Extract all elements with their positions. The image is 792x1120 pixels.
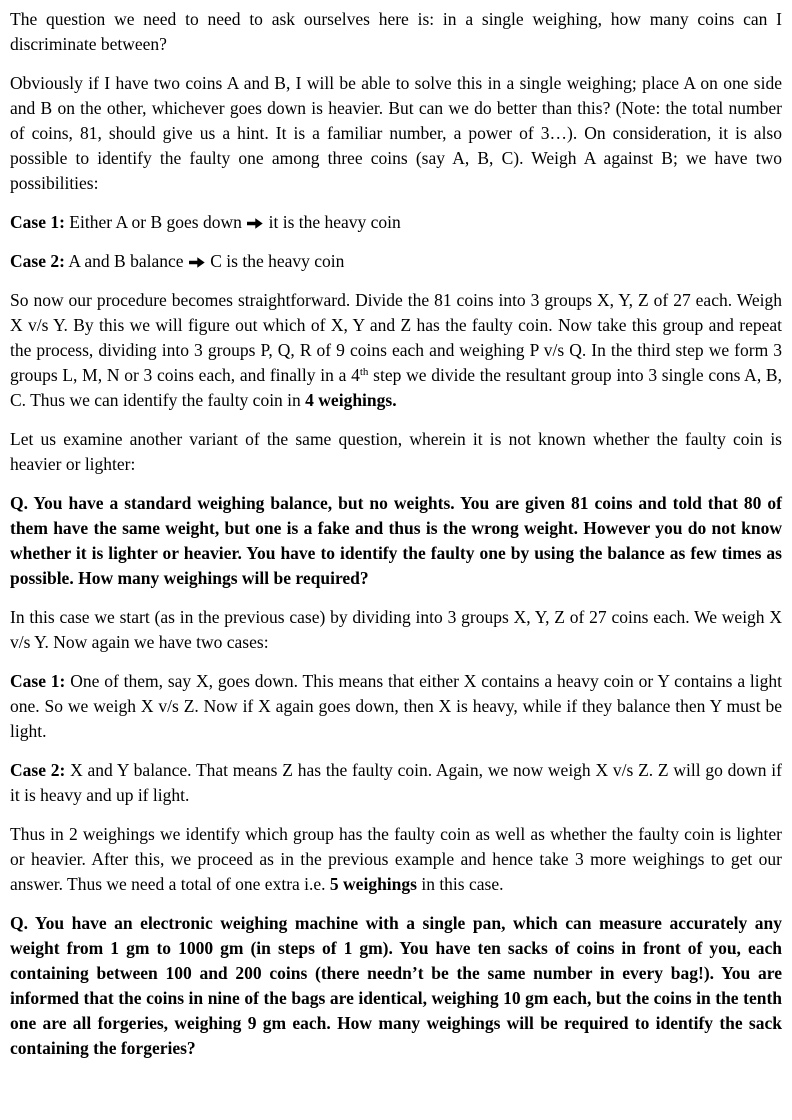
text-run: So now our procedure becomes straightforward. Divide the 81 coins into 3 groups X, Y, Z of 27 each. Weigh X v/s Y. By this we will figure out which of X, Y and Z has the faulty coin. Now take this group and repeat the process, dividing into 3 groups P, Q, R of 9 coins each and weighing P v/s Q. In the third step we form 3 groups L, M, N or 3 coins each, and finally in a 4 [10,290,787,385]
bold-run: Q. You have a standard weighing balance, but no weights. You are given 81 coins and told that 80 of them have the same weight, but one is a fake and thus is the wrong weight. However you do not know whether it is lighter or heavier. You have to identify the faulty one by using the balance as few times as possible. How many weighings will be required? [10,493,787,588]
bold-run: Case 1: [10,671,66,691]
case-2-heavy-line [10,249,782,274]
text-run: C is the heavy coin [205,251,345,271]
document-body [10,7,787,1061]
case-1-heavy-line [10,210,782,235]
bold-run: Case 2: [10,760,66,780]
intro-paragraph [10,7,787,57]
text-run: X and Y balance. That means Z has the faulty coin. Again, we now weigh X v/s Z. Z will go down if it is heavy and up if light. [10,760,787,805]
arrow-right-icon [189,257,205,268]
conclusion-paragraph [10,822,787,897]
bold-run: 4 weighings. [305,390,397,410]
text-run: step we divide the resultant group into 3 single cons A, B, C. Thus we can identify the faulty coin in [10,365,787,410]
superscript-run: th [359,366,369,378]
text-run: Let us examine another variant of the same question, wherein it is not known whether the faulty coin is heavier or lighter: [10,429,787,474]
bold-run: Case 2: [10,251,65,271]
text-run: Obviously if I have two coins A and B, I will be able to solve this in a single weighing; place A on one side and B on the other, whichever goes down is heavier. But can we do better than this? (Note: the total number of coins, 81, should give us a hint. It is a familiar number, a power of 3…). On consideration, it is also possible to identify the faulty one among three coins (say A, B, C). Weigh A against B; we have two possibilities: [10,73,787,193]
variant-intro-paragraph [10,427,787,477]
text-run: Either A or B goes down [64,212,247,232]
two-coins-paragraph [10,71,787,196]
bold-run: Case 1: [10,212,65,232]
text-run: The question we need to need to ask ourselves here is: in a single weighing, how many coins can I discriminate between? [10,9,787,54]
arrow-right-icon [247,218,263,229]
text-run: A and B balance [64,251,188,271]
text-run: One of them, say X, goes down. This means that either X contains a heavy coin or Y contains a light one. So we weigh X v/s Z. Now if X again goes down, then X is heavy, while if they balance then Y must be light. [10,671,787,741]
text-run: it is the heavy coin [264,212,401,232]
start-paragraph [10,605,787,655]
text-run: in this case. [416,874,504,894]
text-run: Thus in 2 weighings we identify which group has the faulty coin as well as whether the faulty coin is lighter or heavier. After this, we proceed as in the previous example and hence take 3 more weighings to get our answer. Thus we need a total of one extra i.e. [10,824,787,894]
case-1-detail-paragraph [10,669,787,744]
question-electronic-machine [10,911,787,1061]
bold-run: Q. You have an electronic weighing machine with a single pan, which can measure accurately any weight from 1 gm to 1000 gm (in steps of 1 gm). You have ten sacks of coins in front of you, each containing between 100 and 200 coins (there needn’t be the same number in every bag!). You are informed that the coins in nine of the bags are identical, weighing 10 gm each, but the coins in the tenth one are all forgeries, weighing 9 gm each. How many weighings will be required to identify the sack containing the forgeries? [10,913,787,1058]
bold-run: 5 weighings [329,874,417,894]
procedure-paragraph [10,288,787,413]
text-run: In this case we start (as in the previous case) by dividing into 3 groups X, Y, Z of 27 coins each. We weigh X v/s Y. Now again we have two cases: [10,607,787,652]
question-standard-balance [10,491,787,591]
case-2-detail-paragraph [10,758,787,808]
